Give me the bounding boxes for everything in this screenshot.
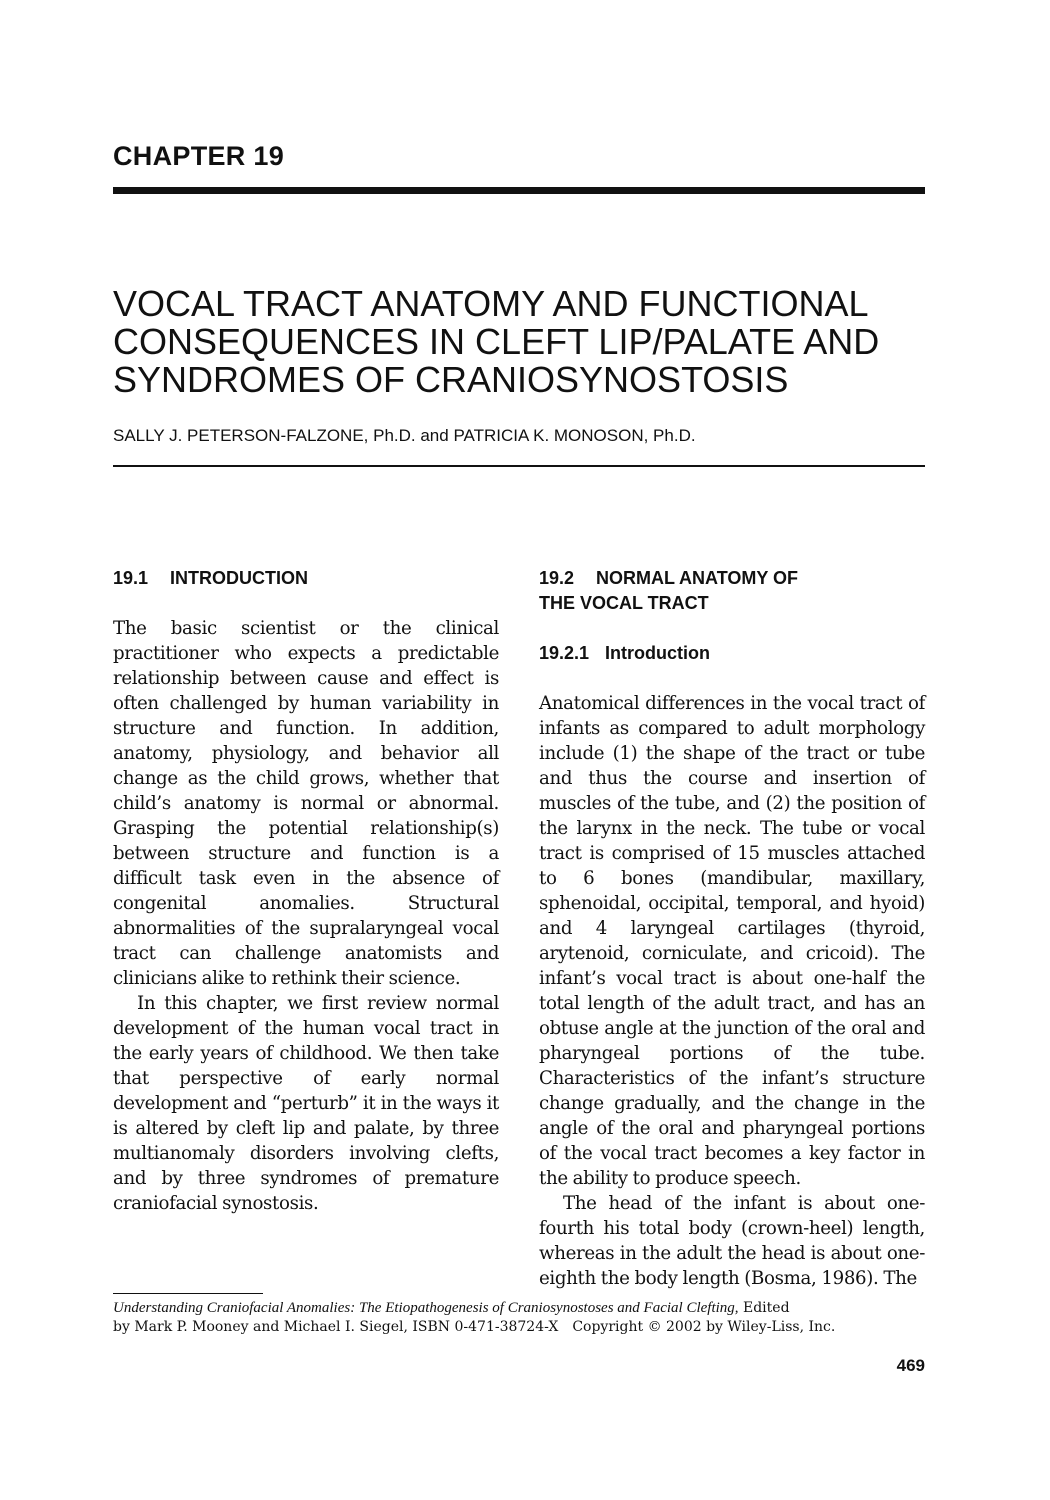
section-title-continued: THE VOCAL TRACT [539,593,709,613]
section-number: 19.1 [113,568,149,588]
subsection-heading-19-2-1 [539,641,925,666]
title-rule [113,465,925,467]
section-number: 19.2 [539,568,575,588]
footnote-rule [113,1293,263,1294]
body-paragraph: The basic scientist or the clinical practitioner who expects a predictable relationship between cause and effect is often challenged by human variability in structure and function. In addition, anatomy, physiology, and behavior all change as the child grows, whether that child’s anatomy is normal or abnormal. Grasping the potential relationship(s) between structure and function is a difficult task even in the absence of congenital anomalies. Structural abnormalities of the supralaryngeal vocal tract can challenge anatomists and clinicians alike to rethink their science. [113,618,499,989]
body-paragraph: In this chapter, we first review normal development of the human vocal tract in the early years of childhood. We then take that perspective of early normal development and “perturb” it in the ways it is altered by cleft lip and palate, by three multianomaly disorders involving clefts, and by three syndromes of premature craniofacial synostosis. [113,993,499,1214]
section-heading-19-2 [539,566,925,616]
page-number: 469 [896,1356,925,1375]
footnote-edited: Edited [743,1300,790,1316]
footnote [113,1299,933,1337]
chapter-title [113,285,953,399]
section-title: INTRODUCTION [170,568,309,588]
chapter-title-line: SYNDROMES OF CRANIOSYNOSTOSIS [113,359,789,400]
chapter-title-line: VOCAL TRACT ANATOMY AND FUNCTIONAL [113,283,869,324]
subsection-number: 19.2.1 [539,643,590,663]
footnote-copyright: Copyright © 2002 by Wiley-Liss, Inc. [572,1319,836,1335]
section-heading-19-1 [113,566,499,591]
footnote-editors: by Mark P. Mooney and Michael I. Siegel, [113,1319,408,1335]
chapter-title-line: CONSEQUENCES IN CLEFT LIP/PALATE AND [113,321,880,362]
chapter-label: CHAPTER 19 [113,141,285,171]
body-paragraph: The head of the infant is about one-fourth his total body (crown-heel) length, whereas in the adult the head is about one-eighth the body length (Bosma, 1986). The [539,1193,925,1289]
authors-line: SALLY J. PETERSON-FALZONE, Ph.D. and PATRICIA K. MONOSON, Ph.D. [113,426,696,445]
chapter-rule [113,187,925,194]
body-paragraph: Anatomical differences in the vocal tract of infants as compared to adult morphology include (1) the shape of the tract or tube and thus the course and insertion of muscles of the tube, and (2) the position of the larynx in the neck. The tube or vocal tract is comprised of 15 muscles attached to 6 bones (mandibular, maxillary, sphenoidal, occipital, temporal, and hyoid) and 4 laryngeal cartilages (thyroid, arytenoid, corniculate, and cricoid). The infant’s vocal tract is about one-half the total length of the adult tract, and has an obtuse angle at the junction of the oral and pharyngeal portions of the tube. Characteristics of the infant’s structure change gradually, and the change in the angle of the oral and pharyngeal portions of the vocal tract becomes a key factor in the ability to produce speech. [539,693,925,1189]
subsection-title: Introduction [605,643,711,663]
footnote-isbn: ISBN 0-471-38724-X [412,1319,559,1335]
right-column [539,566,925,1291]
left-column [113,566,499,1216]
section-title: NORMAL ANATOMY OF [596,568,799,588]
footnote-book-title: Understanding Craniofacial Anomalies: The Etiopathogenesis of Craniosynostoses and Facial Clefting, [113,1300,739,1316]
